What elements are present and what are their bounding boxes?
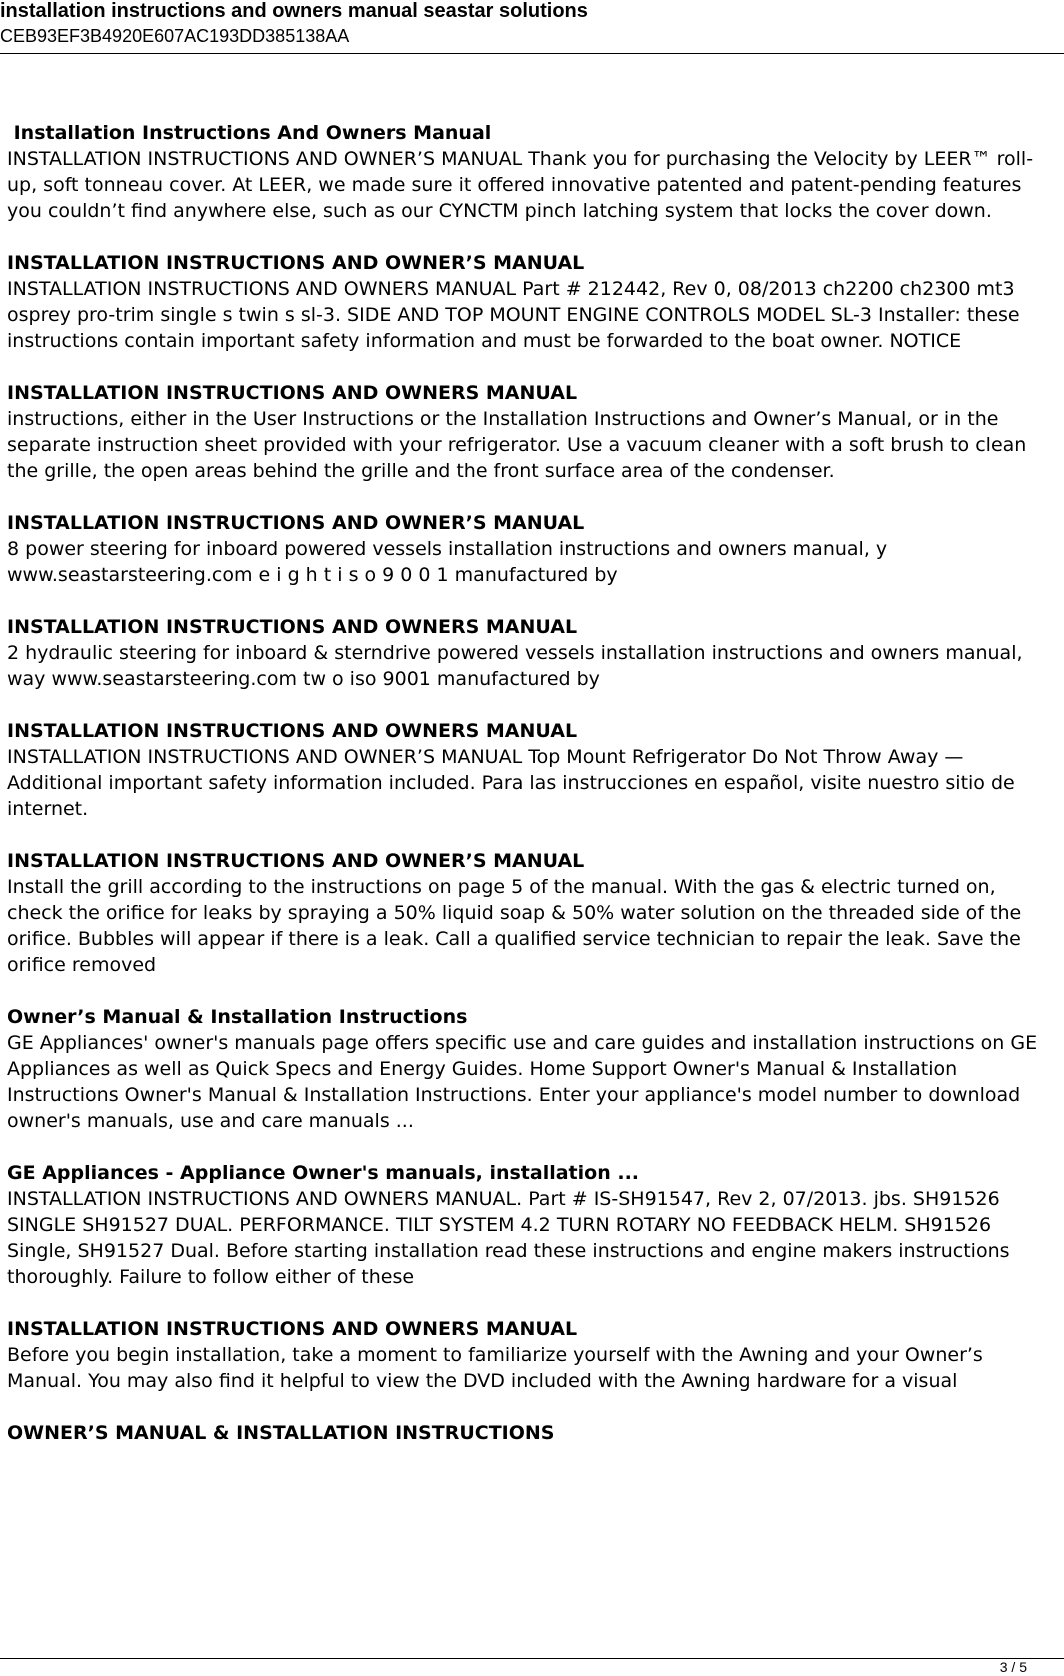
section-heading: INSTALLATION INSTRUCTIONS AND OWNER’S MANUAL	[7, 252, 585, 274]
section-body: INSTALLATION INSTRUCTIONS AND OWNER’S MANUAL Thank you for purchasing the Velocity by LEER™ roll-up, soft tonneau cover. At LEER, we made sure it offered innovative patented and patent-pending features you couldn’t find anywhere else, such as our CYNCTM pinch latching system that locks the cover down.	[7, 148, 1034, 222]
section-body: 2 hydraulic steering for inboard & sterndrive powered vessels installation instructions and owners manual, way www.seastarsteering.com tw o iso 9001 manufactured by	[7, 642, 1023, 690]
section-heading: INSTALLATION INSTRUCTIONS AND OWNERS MANUAL	[7, 720, 578, 742]
section	[7, 1004, 1055, 1134]
page-header	[0, 0, 1064, 54]
section	[7, 1420, 1055, 1446]
section	[7, 718, 1055, 822]
document-title: installation instructions and owners manual seastar solutions	[0, 0, 588, 22]
page-footer	[0, 1658, 1064, 1675]
section	[7, 614, 1055, 692]
section	[7, 380, 1055, 484]
section-heading: INSTALLATION INSTRUCTIONS AND OWNERS MANUAL	[7, 1318, 578, 1340]
section-heading: GE Appliances - Appliance Owner's manuals, installation ...	[7, 1162, 640, 1184]
section-heading: INSTALLATION INSTRUCTIONS AND OWNER’S MANUAL	[7, 512, 585, 534]
section-body: instructions, either in the User Instructions or the Installation Instructions and Owner’s Manual, or in the separate instruction sheet provided with your refrigerator. Use a vacuum cleaner with a soft brush to clean the grille, the open areas behind the grille and the front surface area of the condenser.	[7, 408, 1027, 482]
section	[7, 250, 1055, 354]
section	[7, 1160, 1055, 1290]
section-body: INSTALLATION INSTRUCTIONS AND OWNERS MANUAL Part # 212442, Rev 0, 08/2013 ch2200 ch2300 mt3 osprey pro-trim single s twin s sl-3. SIDE AND TOP MOUNT ENGINE CONTROLS MODEL SL-3 Installer: these instructions contain important safety information and must be forwarded to the boat owner. NOTICE	[7, 278, 1020, 352]
section-body: 8 power steering for inboard powered vessels installation instructions and owners manual, y www.seastarsteering.com e i g h t i s o 9 0 0 1 manufactured by	[7, 538, 888, 586]
section	[7, 510, 1055, 588]
section-body: INSTALLATION INSTRUCTIONS AND OWNERS MANUAL. Part # IS-SH91547, Rev 2, 07/2013. jbs. SH91526 SINGLE SH91527 DUAL. PERFORMANCE. TILT SYSTEM 4.2 TURN ROTARY NO FEEDBACK HELM. SH91526 Single, SH91527 Dual. Before starting installation read these instructions and engine makers instructions thoroughly. Failure to follow either of these	[7, 1188, 1010, 1288]
section	[7, 848, 1055, 978]
page-number: 3 / 5	[999, 1659, 1027, 1675]
section	[7, 1316, 1055, 1394]
document-content	[7, 120, 1055, 1472]
section-body: GE Appliances' owner's manuals page offers specific use and care guides and installation instructions on GE Appliances as well as Quick Specs and Energy Guides. Home Support Owner's Manual & Installation Instructions Owner's Manual & Installation Instructions. Enter your appliance's model number to download owner's manuals, use and care manuals ...	[7, 1032, 1038, 1132]
section-heading: INSTALLATION INSTRUCTIONS AND OWNER’S MANUAL	[7, 850, 585, 872]
section-heading: Installation Instructions And Owners Manual	[7, 122, 492, 144]
section-heading: OWNER’S MANUAL & INSTALLATION INSTRUCTIONS	[7, 1422, 555, 1444]
section-heading: Owner’s Manual & Installation Instructions	[7, 1006, 468, 1028]
section-body: Install the grill according to the instructions on page 5 of the manual. With the gas & electric turned on, check the orifice for leaks by spraying a 50% liquid soap & 50% water solution on the threaded side of the orifice. Bubbles will appear if there is a leak. Call a qualified service technician to repair the leak. Save the orifice removed	[7, 876, 1022, 976]
section-body: INSTALLATION INSTRUCTIONS AND OWNER’S MANUAL Top Mount Refrigerator Do Not Throw Away — Additional important safety information included. Para las instrucciones en español, visite nuestro sitio de internet.	[7, 746, 1015, 820]
document-code: CEB93EF3B4920E607AC193DD385138AA	[0, 26, 350, 46]
section-body: Before you begin installation, take a moment to familiarize yourself with the Awning and your Owner’s Manual. You may also find it helpful to view the DVD included with the Awning hardware for a visual	[7, 1344, 983, 1392]
section	[7, 120, 1055, 224]
section-heading: INSTALLATION INSTRUCTIONS AND OWNERS MANUAL	[7, 616, 578, 638]
section-heading: INSTALLATION INSTRUCTIONS AND OWNERS MANUAL	[7, 382, 578, 404]
